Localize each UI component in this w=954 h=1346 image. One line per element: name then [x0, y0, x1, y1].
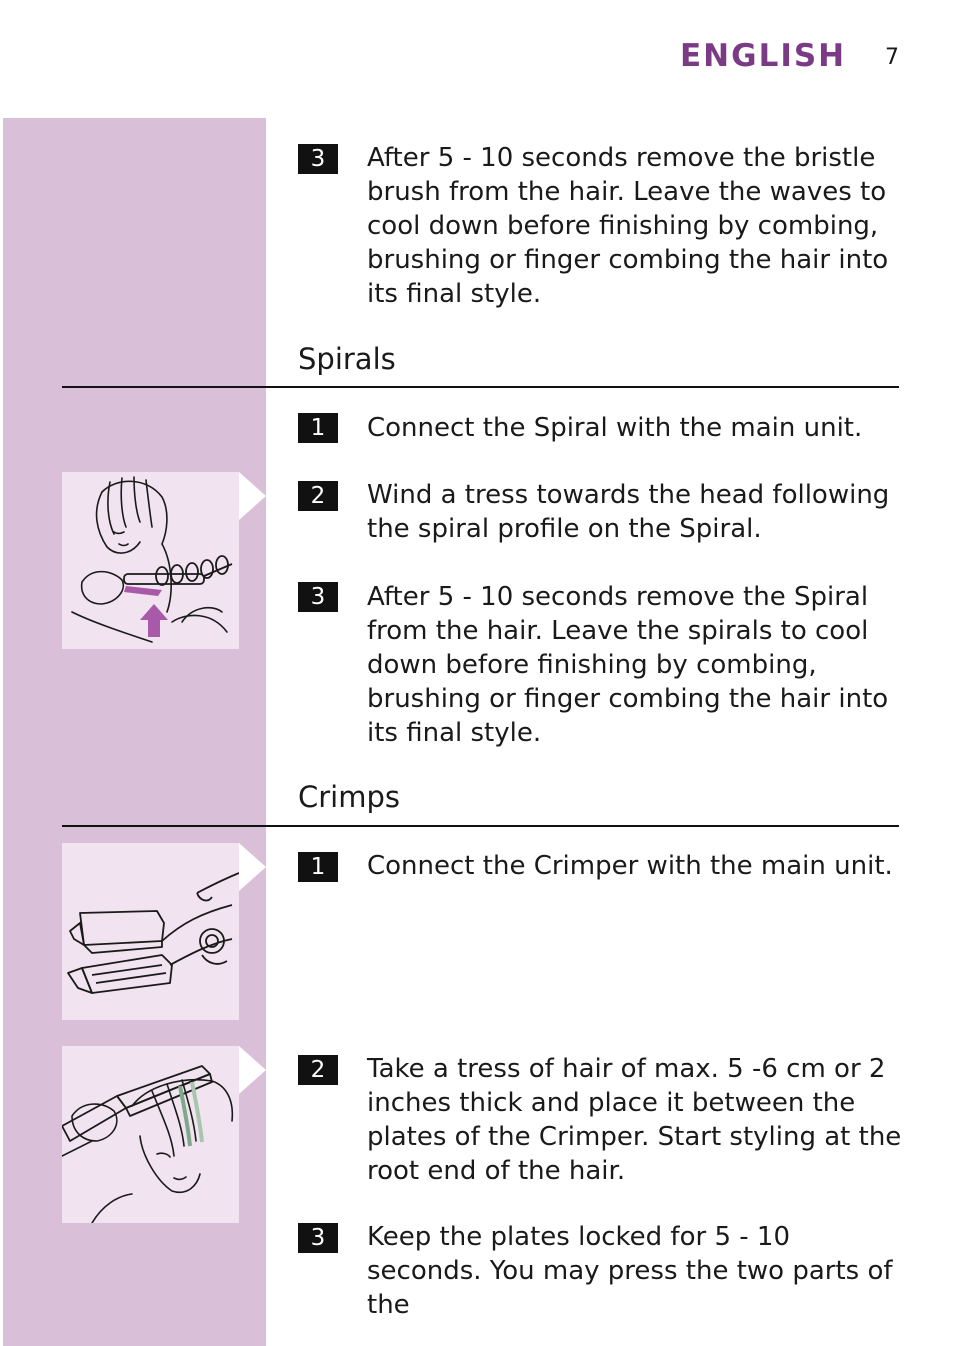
step-number-badge: 1: [298, 413, 338, 443]
section-title-spirals: Spirals: [298, 342, 396, 376]
page-number: 7: [885, 45, 899, 70]
language-heading: ENGLISH: [680, 38, 847, 74]
illustration-pointer: [239, 843, 266, 891]
illustration-pointer: [239, 1046, 266, 1094]
step-text: Wind a tress towards the head following the spiral profile on the Spiral.: [367, 480, 890, 544]
step-number-badge: 1: [298, 852, 338, 882]
section-title-crimps: Crimps: [298, 780, 400, 814]
step-text: After 5 - 10 seconds remove the Spiral from the hair. Leave the spirals to cool down before finishing by combing, brushing or finger combing the hair into its final style.: [367, 582, 889, 748]
step-text: Connect the Crimper with the main unit.: [367, 851, 893, 881]
woman-using-crimper-icon: [62, 1046, 239, 1223]
illustration-pointer: [239, 472, 266, 520]
step-number-badge: 2: [298, 481, 338, 511]
step-number-badge: 3: [298, 1223, 338, 1253]
spiral-styling-illustration: [62, 472, 239, 649]
step-text: Connect the Spiral with the main unit.: [367, 413, 863, 443]
woman-using-spiral-icon: [62, 472, 239, 649]
step-number-badge: 3: [298, 144, 338, 174]
step-number-badge: 2: [298, 1055, 338, 1085]
step-number-badge: 3: [298, 582, 338, 612]
step-text: Keep the plates locked for 5 - 10 seconds. You may press the two parts of the: [367, 1222, 893, 1320]
crimping-hair-illustration: [62, 1046, 239, 1223]
step-text: After 5 - 10 seconds remove the bristle brush from the hair. Leave the waves to cool down before finishing by combing, brushing or finger combing the hair into its final style.: [367, 143, 889, 309]
section-divider: [62, 825, 899, 827]
crimper-device-icon: [62, 843, 239, 1020]
step-text: Take a tress of hair of max. 5 -6 cm or 2 inches thick and place it between the plates of the Crimper. Start styling at the root end of the hair.: [367, 1054, 902, 1186]
crimper-illustration: [62, 843, 239, 1020]
section-divider: [62, 386, 899, 388]
